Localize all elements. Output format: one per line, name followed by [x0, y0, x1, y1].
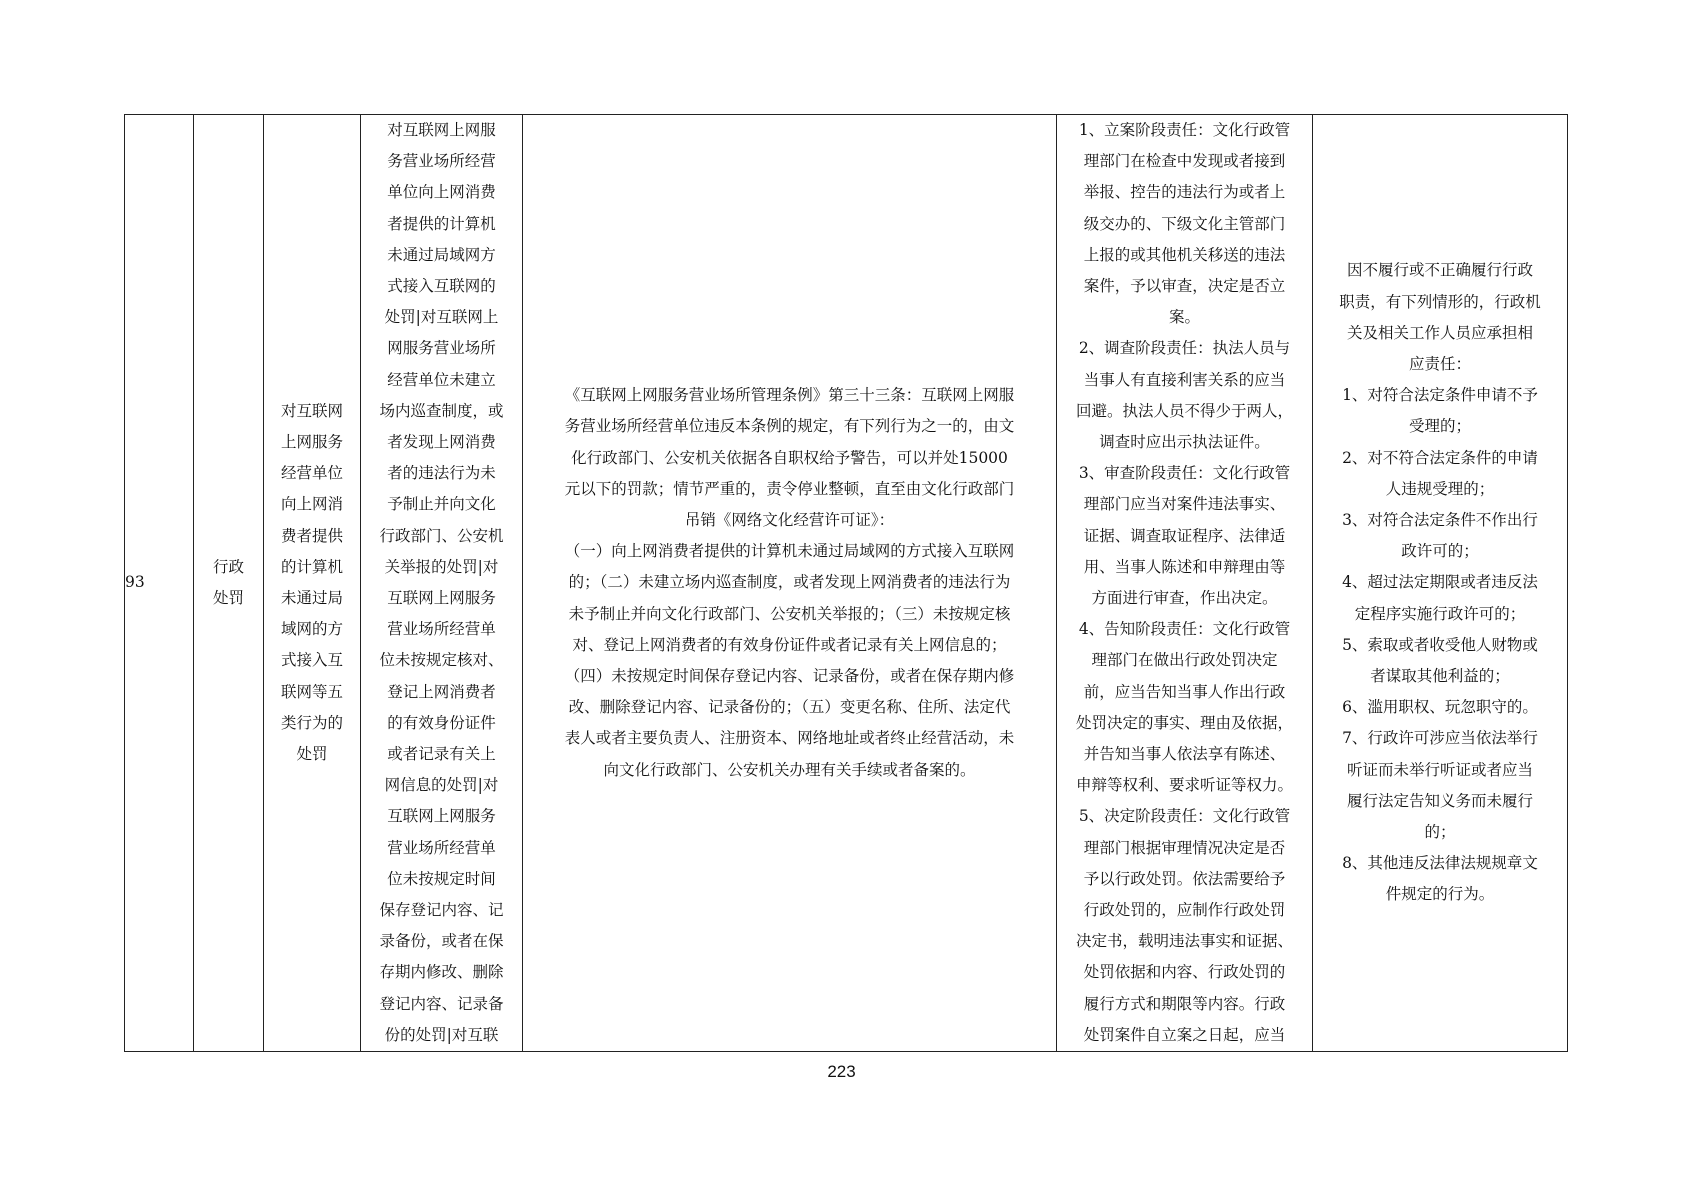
page-number: 223 [827, 1062, 856, 1081]
power-type-cell [194, 115, 264, 1052]
accountability-cell [1313, 115, 1568, 1052]
item-number: 93 [125, 573, 145, 592]
sub-items-cell [361, 115, 523, 1052]
responsibilities-cell [1057, 115, 1313, 1052]
sub-items: 对互联网上网服 务营业场所经营 单位向上网消费 者提供的计算机 未通过局域网方 式接入互联网的 处罚|对互联网上 网服务营业场所 经营单位未建立 场内巡查制度，或 者发现上网消费 者的违法行为未 予制止并向文化 行政部门、公安机 关举报的处罚|对 互联网上网服务 营业场所经营单 位未按规定核对、 登记上网消费者 的有效身份证件 或者记录有关上 网信息的处罚|对 互联网上网服务 营业场所经营单 位未按规定时间 保存登记内容、记 录备份，或者在保 存期内修改、删除 登记内容、记录备 份的处罚|对互联 [379, 121, 504, 1044]
item-name: 对互联网 上网服务 经营单位 向上网消 费者提供 的计算机 未通过局 域网的方 式接入互 联网等五 类行为的 处罚 [280, 401, 343, 764]
accountability: 因不履行或不正确履行行政 职责，有下列情形的，行政机 关及相关工作人员应承担相 应责任： 1、对符合法定条件申请不予 受理的； 2、对不符合法定条件的申请 人违规受理的； 3、对符合法定条件不作出行 政许可的； 4、超过法定期限或者违反法 定程序实施行政许可的； 5、索取或者收受他人财物或 者谋取其他利益的； 6、滥用职权、玩忽职守的。 7、行政许可涉应当依法举行 听证而未举行听证或者应当 履行法定告知义务而未履行 的； 8、其他违反法律法规规章文 件规定的行为。 [1339, 261, 1541, 904]
item-number-cell [125, 115, 194, 1052]
legal-basis-cell [523, 115, 1057, 1052]
legal-basis: 《互联网上网服务营业场所管理条例》第三十三条：互联网上网服 务营业场所经营单位违反本条例的规定，有下列行为之一的，由文 化行政部门、公安机关依据各自职权给予警告，可以并处15000 元以下的罚款；情节严重的，责令停业整顿，直至由文化行政部门 吊销《网络文化经营许可证》： （一）向上网消费者提供的计算机未通过局域网的方式接入互联网 的；（二）未建立场内巡查制度，或者发现上网消费者的违法行为 未予制止并向文化行政部门、公安机关举报的；（三）未按规定核 对、登记上网消费者的有效身份证件或者记录有关上网信息的； （四）未按规定时间保存登记内容、记录备份，或者在保存期内修 改、删除登记内容、记录备份的；（五）变更名称、住所、法定代 表人或者主要负责人、注册资本、网络地址或者终止经营活动，未 向文化行政部门、公安机关办理有关手续或者备案的。 [564, 386, 1015, 779]
power-list-table [124, 114, 1568, 1052]
responsibilities: 1、立案阶段责任：文化行政管 理部门在检查中发现或者接到 举报、控告的违法行为或者上 级交办的、下级文化主管部门 上报的或其他机关移送的违法 案件，予以审查，决定是否立 案。 2、调查阶段责任：执法人员与 当事人有直接利害关系的应当 回避。执法人员不得少于两人， 调查时应出示执法证件。 3、审查阶段责任：文化行政管 理部门应当对案件违法事实、 证据、调查取证程序、法律适 用、当事人陈述和申辩理由等 方面进行审查，作出决定。 4、告知阶段责任：文化行政管 理部门在做出行政处罚决定 前，应当告知当事人作出行政 处罚决定的事实、理由及依据， 并告知当事人依法享有陈述、 申辩等权利、要求听证等权力。 5、决定阶段责任：文化行政管 理部门根据审理情况决定是否 予以行政处罚。依法需要给予 行政处罚的，应制作行政处罚 决定书，载明违法事实和证据、 处罚依据和内容、行政处罚的 履行方式和期限等内容。行政 处罚案件自立案之日起，应当 [1075, 121, 1293, 1044]
power-type: 行政 处罚 [212, 557, 244, 607]
table-row [125, 115, 1568, 1052]
item-name-cell [264, 115, 361, 1052]
